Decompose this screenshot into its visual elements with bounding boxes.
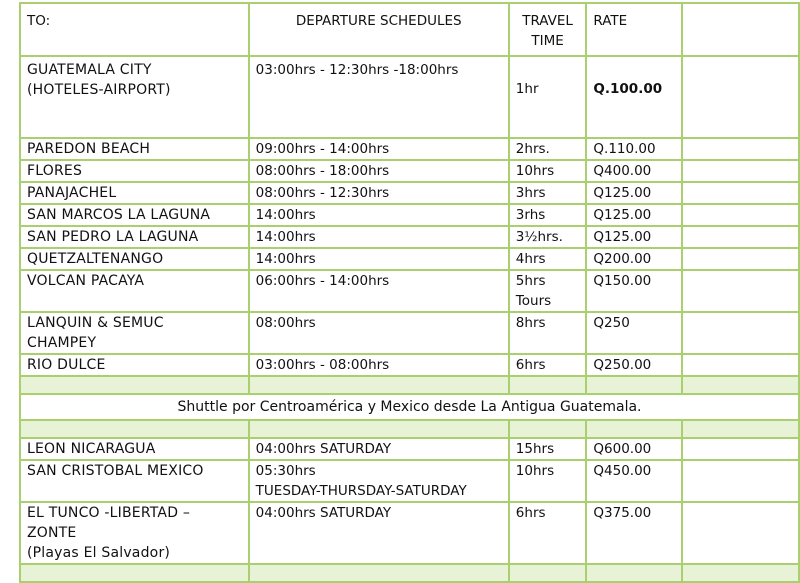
route-row: [20, 182, 799, 204]
travel-time-value: 3rhs: [515, 207, 546, 223]
rate-cell: [586, 182, 682, 204]
blank-cell: [682, 226, 799, 248]
route-row: [20, 160, 799, 182]
schedule-times: 08:00hrs - 12:30hrs: [255, 185, 390, 201]
rate-cell: [586, 204, 682, 226]
schedule-cell: [249, 270, 509, 312]
destination-cell: [20, 270, 249, 312]
travel-time-value: 2hrs.: [515, 141, 550, 157]
destination-cell: [20, 204, 249, 226]
schedule-cell: [249, 438, 509, 460]
schedule-times: 09:00hrs - 14:00hrs: [255, 141, 390, 157]
travel-time-cell: [509, 460, 587, 502]
rate-cell: [586, 460, 682, 502]
destination-cell: [20, 56, 249, 138]
route-row: [20, 204, 799, 226]
rate-value: Q375.00: [593, 505, 652, 521]
destination-name: SAN PEDRO LA LAGUNA: [27, 229, 199, 245]
rate-value: Q200.00: [593, 251, 652, 267]
note-row: [20, 394, 799, 420]
travel-time-value: 8hrs: [515, 315, 546, 331]
destination-name: LANQUIN & SEMUC: [27, 315, 164, 331]
rate-value: Q150.00: [593, 273, 652, 289]
spacer-row: [20, 564, 799, 582]
travel-time-value: 6hrs: [515, 505, 546, 521]
travel-time-value: 4hrs: [515, 251, 546, 267]
schedule-times: 14:00hrs: [255, 207, 316, 223]
travel-time-cell: [509, 56, 587, 138]
destination-name: SAN MARCOS LA LAGUNA: [27, 207, 211, 223]
schedule-times: 08:00hrs: [255, 315, 316, 331]
destination-detail: (HOTELES-AIRPORT): [27, 82, 171, 98]
destination-cell: [20, 226, 249, 248]
destination-name: LEON NICARAGUA: [27, 441, 156, 457]
travel-time-cell: [509, 502, 587, 564]
travel-time-value: 3hrs: [515, 185, 546, 201]
header-departure: DEPARTURE SCHEDULES: [249, 3, 509, 56]
travel-time-cell: [509, 270, 587, 312]
blank-cell: [682, 248, 799, 270]
header-to: TO:: [20, 3, 249, 56]
rate-value: Q400.00: [593, 163, 652, 179]
travel-time-value: 6hrs: [515, 357, 546, 373]
spacer-row: [20, 376, 799, 394]
schedule-times: 08:00hrs - 18:00hrs: [255, 163, 390, 179]
travel-time-value: 10hrs: [515, 163, 555, 179]
blank-cell: [682, 138, 799, 160]
destination-name: FLORES: [27, 163, 83, 179]
destination-detail: (Playas El Salvador): [27, 545, 171, 561]
travel-time-cell: [509, 354, 587, 376]
destination-cell: [20, 354, 249, 376]
rate-cell: [586, 248, 682, 270]
route-row: [20, 354, 799, 376]
destination-cell: [20, 438, 249, 460]
rate-value: Q250: [593, 315, 630, 331]
schedule-cell: [249, 138, 509, 160]
header-blank: [682, 3, 799, 56]
route-row: [20, 460, 799, 502]
route-row: [20, 502, 799, 564]
header-rate: RATE: [586, 3, 682, 56]
travel-time-value: 15hrs: [515, 441, 555, 457]
destination-cell: [20, 138, 249, 160]
route-row: [20, 438, 799, 460]
destination-name: PAREDON BEACH: [27, 141, 151, 157]
blank-cell: [682, 270, 799, 312]
schedule-cell: [249, 226, 509, 248]
travel-time-cell: [509, 438, 587, 460]
rate-value: Q.110.00: [593, 141, 656, 157]
rate-cell: [586, 502, 682, 564]
blank-cell: [682, 460, 799, 502]
travel-time-cell: [509, 226, 587, 248]
schedule-cell: [249, 460, 509, 502]
rate-value: Q.100.00: [593, 81, 663, 97]
schedule-cell: [249, 248, 509, 270]
destination-cell: [20, 502, 249, 564]
route-row: [20, 270, 799, 312]
destination-name: PANAJACHEL: [27, 185, 117, 201]
schedule-times: 03:00hrs - 12:30hrs -18:00hrs: [255, 62, 459, 78]
header-travel-line1: TRAVEL: [522, 13, 573, 29]
schedule-days: TUESDAY-THURSDAY-SATURDAY: [255, 483, 467, 499]
schedule-cell: [249, 502, 509, 564]
blank-cell: [682, 502, 799, 564]
travel-time-cell: [509, 312, 587, 354]
shuttle-note: Shuttle por Centroamérica y Mexico desde La Antigua Guatemala.: [20, 394, 799, 420]
blank-cell: [682, 182, 799, 204]
travel-time-cell: [509, 248, 587, 270]
schedule-times: 06:00hrs - 14:00hrs: [255, 273, 390, 289]
blank-cell: [682, 312, 799, 354]
destination-cell: [20, 248, 249, 270]
spacer-row: [20, 420, 799, 438]
header-travel-time: [509, 3, 587, 56]
destination-cell: [20, 182, 249, 204]
destination-name: EL TUNCO -LIBERTAD – ZONTE: [27, 505, 191, 541]
schedule-times: 14:00hrs: [255, 251, 316, 267]
schedule-times: 03:00hrs - 08:00hrs: [255, 357, 390, 373]
route-row: [20, 248, 799, 270]
schedule-cell: [249, 312, 509, 354]
header-travel-line2: TIME: [531, 33, 564, 49]
travel-time-cell: [509, 204, 587, 226]
destination-name: VOLCAN PACAYA: [27, 273, 145, 289]
travel-time-value: 10hrs: [515, 463, 555, 479]
rate-cell: [586, 270, 682, 312]
travel-time-cell: [509, 160, 587, 182]
travel-time-cell: [509, 182, 587, 204]
destination-cell: [20, 160, 249, 182]
rate-value: Q250.00: [593, 357, 652, 373]
schedule-cell: [249, 182, 509, 204]
schedule-times: 14:00hrs: [255, 229, 316, 245]
rate-value: Q125.00: [593, 207, 652, 223]
rate-value: Q125.00: [593, 229, 652, 245]
route-row: [20, 226, 799, 248]
rate-value: Q600.00: [593, 441, 652, 457]
blank-cell: [682, 56, 799, 138]
schedule-cell: [249, 204, 509, 226]
route-row: [20, 138, 799, 160]
schedule-cell: [249, 56, 509, 138]
travel-time-note: Tours: [515, 293, 552, 309]
travel-time-cell: [509, 138, 587, 160]
travel-time-value: 5hrs: [515, 273, 546, 289]
rate-cell: [586, 312, 682, 354]
schedule-cell: [249, 354, 509, 376]
schedule-times: 04:00hrs SATURDAY: [255, 505, 392, 521]
schedule-times: 04:00hrs SATURDAY: [255, 441, 392, 457]
blank-cell: [682, 438, 799, 460]
header-row: [20, 3, 799, 56]
destination-detail: CHAMPEY: [27, 335, 97, 351]
destination-cell: [20, 460, 249, 502]
blank-cell: [682, 160, 799, 182]
blank-cell: [682, 354, 799, 376]
schedule-cell: [249, 160, 509, 182]
blank-cell: [682, 204, 799, 226]
destination-name: SAN CRISTOBAL MEXICO: [27, 463, 204, 479]
schedule-table: [19, 2, 800, 583]
rate-cell: [586, 56, 682, 138]
destination-name: QUETZALTENANGO: [27, 251, 164, 267]
travel-time-value: 1hr: [515, 81, 539, 97]
rate-value: Q125.00: [593, 185, 652, 201]
destination-cell: [20, 312, 249, 354]
route-row: [20, 312, 799, 354]
rate-cell: [586, 354, 682, 376]
route-row: [20, 56, 799, 138]
destination-name: GUATEMALA CITY: [27, 62, 152, 78]
rate-cell: [586, 226, 682, 248]
schedule-times: 05:30hrs: [255, 463, 316, 479]
destination-name: RIO DULCE: [27, 357, 106, 373]
rate-value: Q450.00: [593, 463, 652, 479]
rate-cell: [586, 438, 682, 460]
travel-time-value: 3½hrs.: [515, 229, 563, 245]
rate-cell: [586, 138, 682, 160]
rate-cell: [586, 160, 682, 182]
